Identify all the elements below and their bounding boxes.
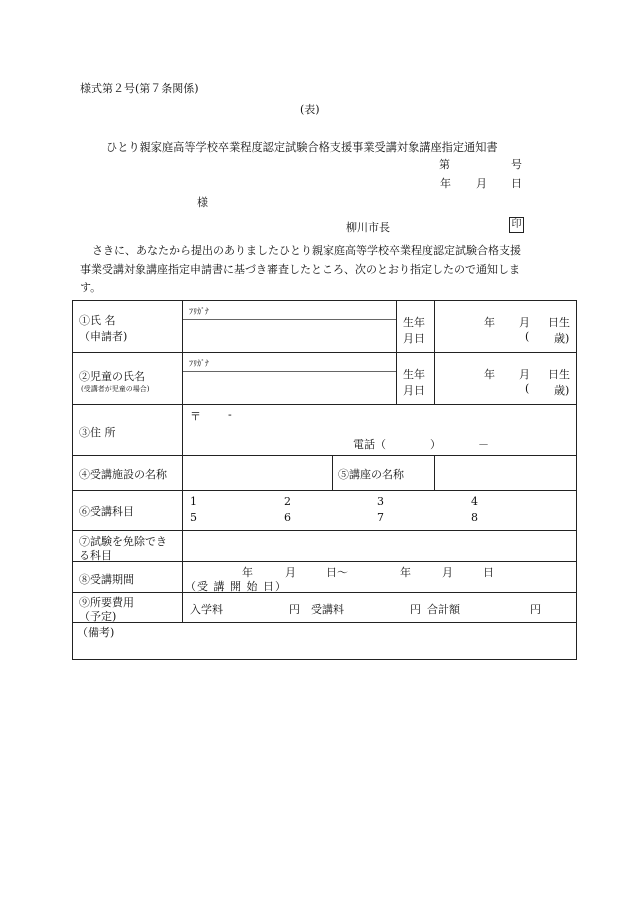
subject-4: 4 (471, 495, 478, 508)
furigana-divider (183, 319, 396, 320)
total-yen: 円 (530, 603, 541, 616)
date-month: 月 (476, 177, 487, 190)
period-end-year: 年 (400, 566, 411, 579)
tuition-fee-label: 受講料 (311, 603, 344, 616)
applicant-birth-year: 年 (484, 316, 495, 329)
applicant-age-open: ( (525, 330, 530, 343)
subject-2: 2 (284, 495, 291, 508)
subject-5: 5 (190, 511, 197, 524)
body-line-3: す。 (80, 281, 102, 294)
form-number: 様式第２号(第７条関係) (80, 82, 199, 95)
phone-close: ） (430, 438, 441, 451)
row-address (73, 405, 576, 456)
period-start-note: （受 講 開 始 日） (185, 580, 287, 593)
row-subjects (73, 491, 576, 531)
applicant-furigana-label: ﾌﾘｶﾞﾅ (189, 307, 209, 316)
child-birth-month: 月 (519, 368, 530, 381)
postal-dash: - (228, 408, 232, 421)
subject-1: 1 (190, 495, 197, 508)
body-line-1: さきに、あなたから提出のありましたひとり親家庭高等学校卒業程度認定試験合格支援 (92, 244, 521, 257)
phone-label: 電話（ (353, 438, 386, 451)
body-line-2: 事業受講対象講座指定申請書に基づき審査したところ、次のとおり指定したので通知しま (80, 263, 520, 276)
child-furigana-label: ﾌﾘｶﾞﾅ (189, 359, 209, 368)
period-start-year: 年 (242, 566, 253, 579)
child-birth-day: 日生 (548, 368, 570, 381)
date-day: 日 (511, 177, 522, 190)
period-start-day: 日～ (326, 566, 348, 579)
addressee-suffix: 様 (197, 196, 208, 209)
row-child (73, 353, 576, 405)
address-label: ③住 所 (79, 426, 116, 439)
child-birth-label-2: 月日 (403, 384, 425, 397)
postal-mark: 〒 (190, 410, 201, 423)
phone-dash: － (478, 438, 489, 451)
entrance-fee-yen: 円 (289, 603, 300, 616)
entrance-fee-label: 入学料 (190, 603, 223, 616)
exempt-label-2: る科目 (79, 549, 112, 562)
number-dai: 第 (439, 158, 450, 171)
cost-label-2: （予定) (79, 610, 117, 623)
child-birth-year: 年 (484, 368, 495, 381)
applicant-age: 歳) (554, 332, 570, 345)
date-year: 年 (440, 177, 451, 190)
issuer-name: 柳川市長 (346, 221, 390, 234)
row-facility (73, 456, 576, 491)
page-title: ひとり親家庭高等学校卒業程度認定試験合格支援事業受講対象講座指定通知書 (106, 141, 498, 154)
row-cost (73, 593, 576, 623)
facility-label: ④受講施設の名称 (79, 468, 167, 481)
child-age-open: ( (525, 382, 530, 395)
applicant-label: ①氏 名 (79, 314, 116, 327)
subject-8: 8 (471, 511, 478, 524)
row-applicant (73, 301, 576, 353)
period-end-day: 日 (483, 566, 494, 579)
seal-stamp: 印 (509, 217, 524, 233)
period-end-month: 月 (442, 566, 453, 579)
total-label: 合計額 (427, 603, 460, 616)
child-label: ②児童の氏名 (79, 370, 145, 383)
row-exempt (73, 531, 576, 562)
furigana-divider (183, 371, 396, 372)
front-label: (表) (300, 103, 320, 116)
period-start-month: 月 (285, 566, 296, 579)
period-label: ⑧受講期間 (79, 573, 134, 586)
applicant-birth-day: 日生 (548, 316, 570, 329)
subject-6: 6 (284, 511, 291, 524)
remarks-label: （備考) (77, 626, 115, 639)
tuition-fee-yen: 円 (410, 603, 421, 616)
course-label: ⑤講座の名称 (338, 468, 404, 481)
subjects-label: ⑥受講科目 (79, 505, 134, 518)
exempt-label-1: ⑦試験を免除でき (79, 535, 167, 548)
subject-7: 7 (377, 511, 384, 524)
applicant-sublabel: （申請者) (79, 330, 128, 343)
cost-label-1: ⑨所要費用 (79, 596, 134, 609)
child-age: 歳) (554, 384, 570, 397)
subject-3: 3 (377, 495, 384, 508)
child-birth-label-1: 生年 (403, 368, 425, 381)
row-period (73, 562, 576, 593)
designation-form-table (72, 300, 577, 660)
applicant-birth-label-2: 月日 (403, 332, 425, 345)
child-sublabel: (受講者が児童の場合) (81, 385, 150, 393)
row-remarks (73, 623, 576, 659)
number-go: 号 (511, 158, 522, 171)
applicant-birth-month: 月 (519, 316, 530, 329)
applicant-birth-label-1: 生年 (403, 316, 425, 329)
